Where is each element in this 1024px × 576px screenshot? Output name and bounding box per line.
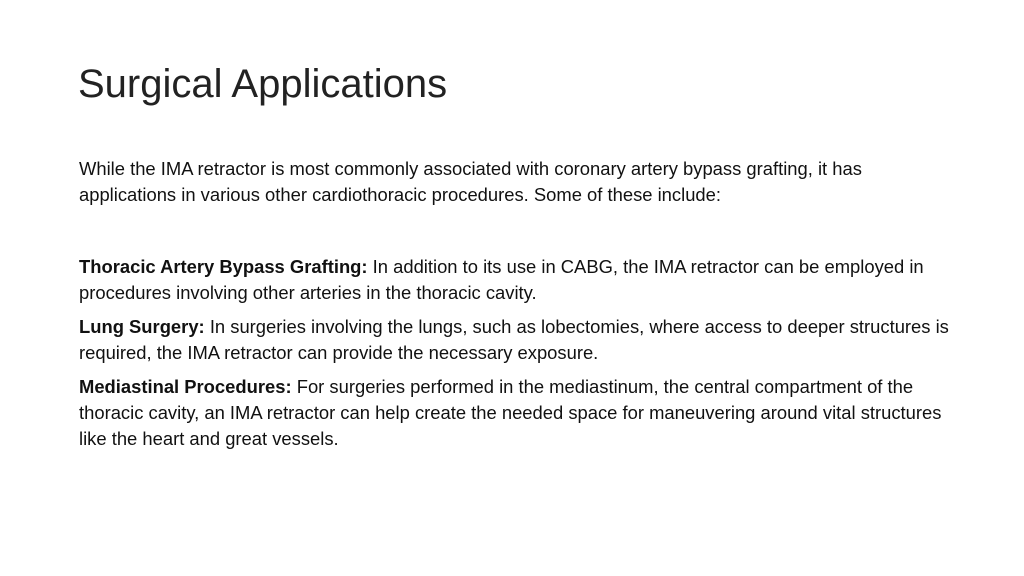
application-text: In surgeries involving the lungs, such as lobectomies, where access to deeper structures is required, the IMA retractor can provide the necessary exposure. [79,316,949,363]
application-text: For surgeries performed in the mediastinum, the central compartment of the thoracic cavity, an IMA retractor can help create the needed space for maneuvering around vital structures like the heart and great vessels. [79,376,942,449]
application-lung-surgery [79,314,959,366]
application-thoracic-artery-bypass [79,254,959,306]
application-term: Lung Surgery: [79,316,205,337]
intro-paragraph: While the IMA retractor is most commonly associated with coronary artery bypass grafting, it has applications in various other cardiothoracic procedures. Some of these include: [79,158,862,205]
application-mediastinal-procedures [79,374,959,452]
application-text: In addition to its use in CABG, the IMA retractor can be employed in procedures involving other arteries in the thoracic cavity. [79,256,924,303]
slide-title: Surgical Applications [78,62,448,106]
application-term: Thoracic Artery Bypass Grafting: [79,256,368,277]
application-term: Mediastinal Procedures: [79,376,292,397]
slide-content [79,156,959,460]
